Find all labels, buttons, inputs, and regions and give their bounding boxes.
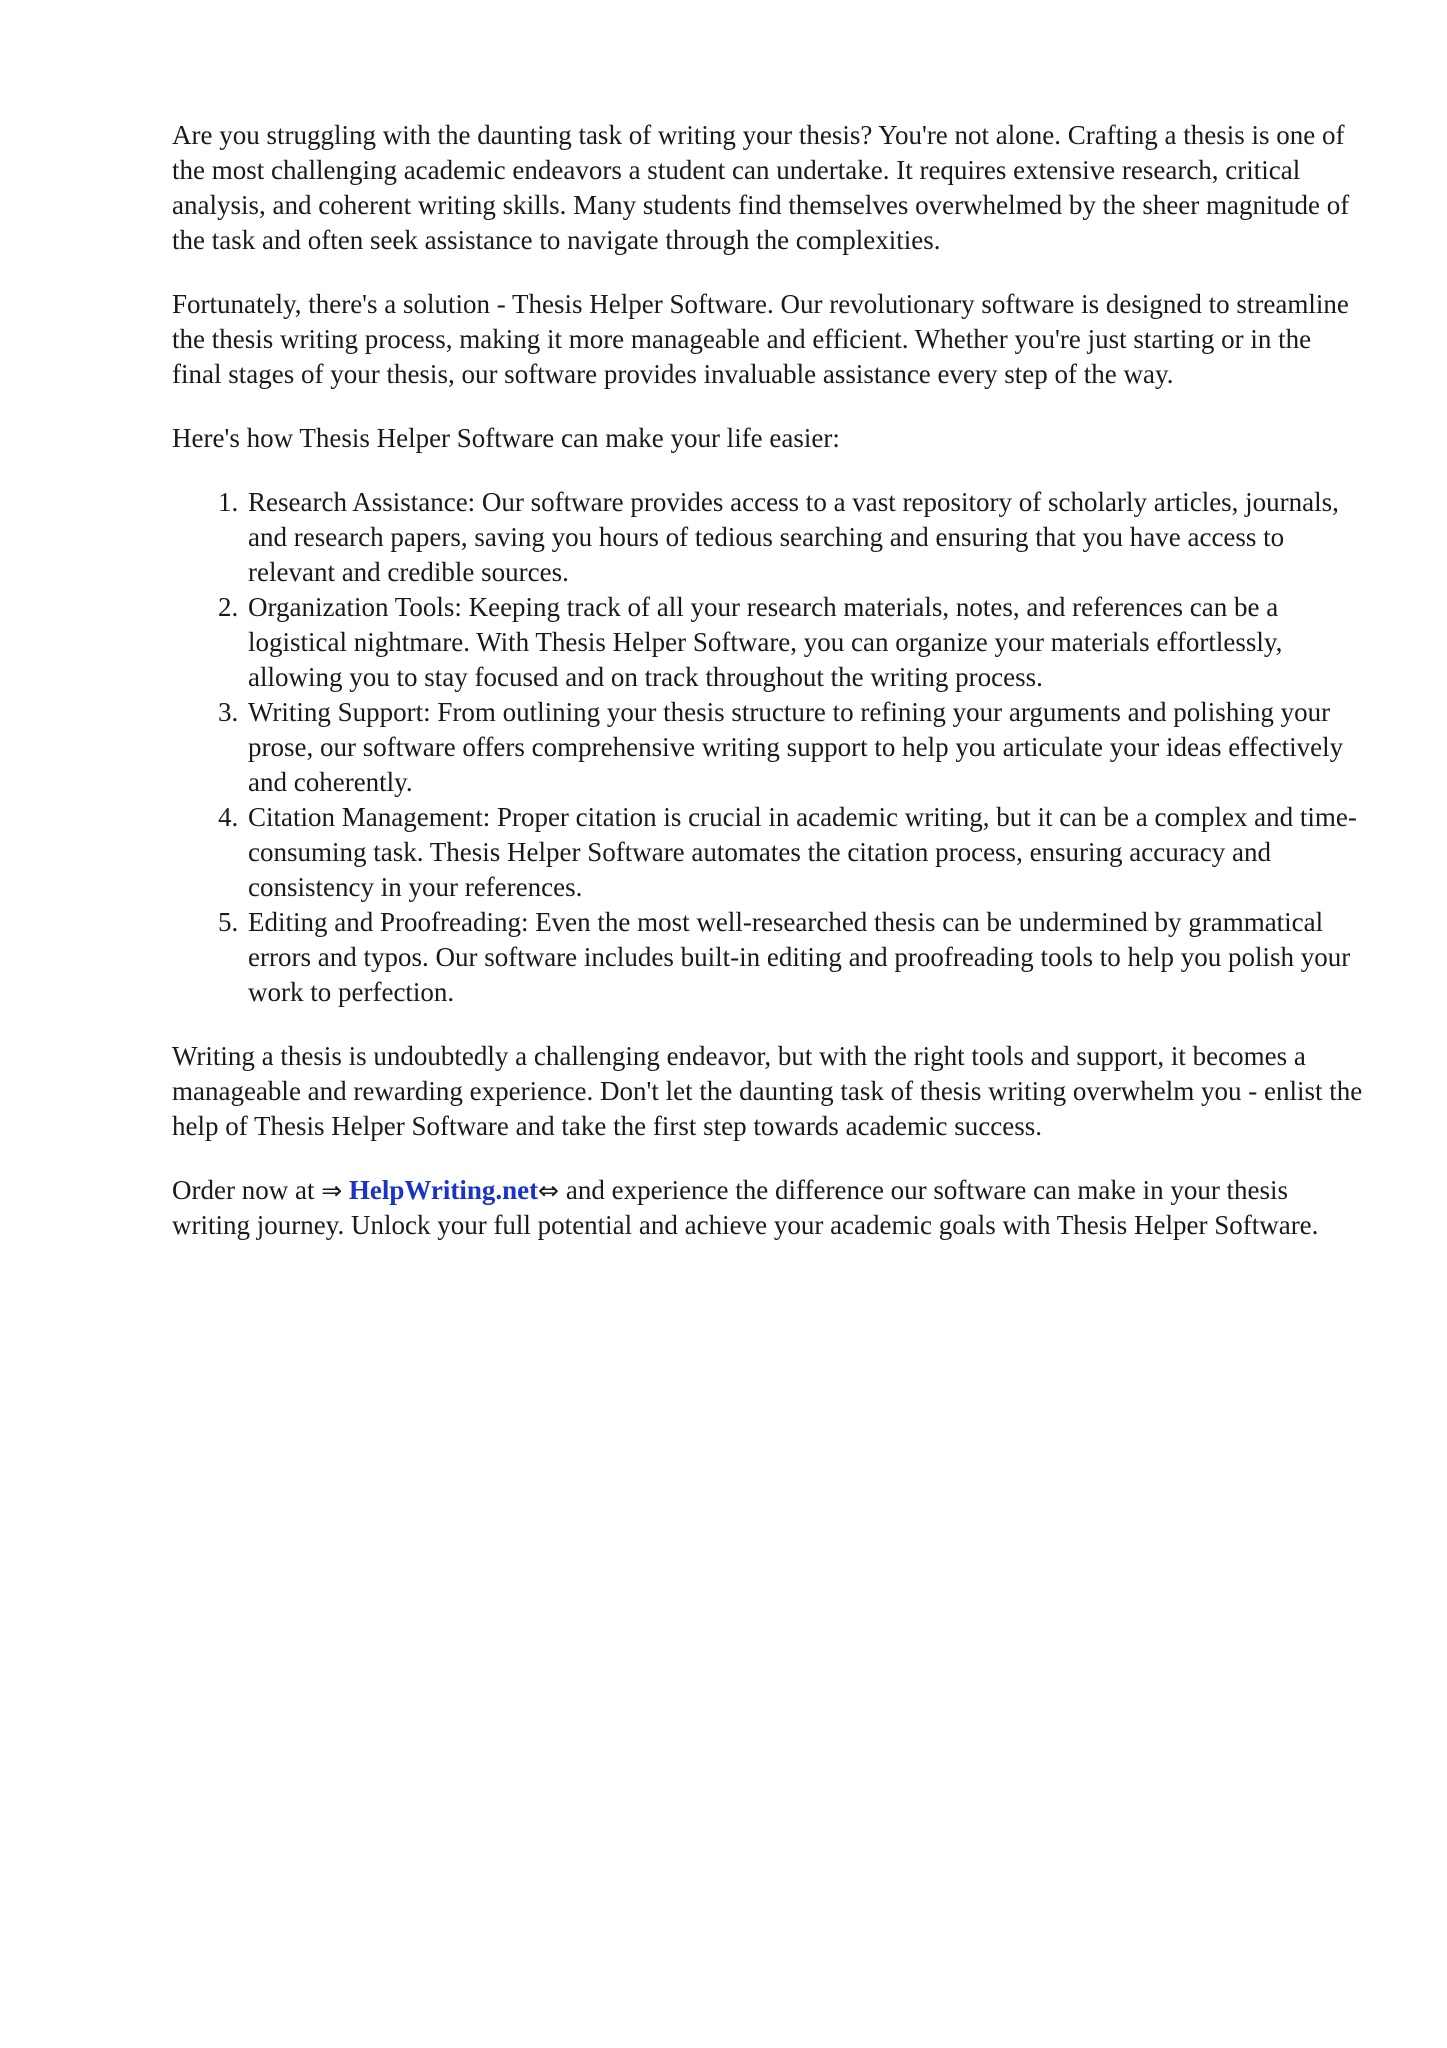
helpwriting-link[interactable]: HelpWriting.net: [348, 1175, 539, 1205]
document-page: [172, 118, 1367, 1272]
list-item-citation: 4. Citation Management: Proper citation is crucial in academic writing, but it can be a complex and time-consuming task. Thesis Helper Software automates the citation process, ensuring accuracy and consistency in your references.: [245, 800, 1367, 905]
arrow-both-icon: ⇔: [538, 1176, 560, 1205]
list-item-writing: 3. Writing Support: From outlining your thesis structure to refining your arguments and polishing your prose, our software offers comprehensive writing support to help you articulate your ideas effectively and coherently.: [245, 695, 1367, 800]
solution-paragraph: Fortunately, there's a solution - Thesis Helper Software. Our revolutionary software is designed to streamline the thesis writing process, making it more manageable and efficient. Whether you're just starting or in the final stages of your thesis, our software provides invaluable assistance every step of the way.: [172, 289, 1349, 389]
arrow-right-icon: ⇒: [321, 1176, 343, 1205]
order-suffix: and experience the difference our software can make in your thesis writing journey. Unlock your full potential and achieve your academic goals with Thesis Helper Software.: [172, 1175, 1319, 1240]
conclusion-paragraph: Writing a thesis is undoubtedly a challenging endeavor, but with the right tools and support, it becomes a manageable and rewarding experience. Don't let the daunting task of thesis writing overwhelm you - enlist the help of Thesis Helper Software and take the first step towards academic success.: [172, 1041, 1363, 1141]
list-item-research: 1. Research Assistance: Our software provides access to a vast repository of scholarly articles, journals, and research papers, saving you hours of tedious searching and ensuring that you have access to relevant and credible sources.: [245, 485, 1367, 590]
order-paragraph: [172, 1173, 1367, 1243]
list-item-editing: 5. Editing and Proofreading: Even the most well-researched thesis can be undermined by grammatical errors and typos. Our software includes built-in editing and proofreading tools to help you polish your work to perfection.: [245, 905, 1367, 1010]
list-intro-paragraph: Here's how Thesis Helper Software can make your life easier:: [172, 423, 840, 453]
features-list: [172, 485, 1367, 1010]
list-item-organization: 2. Organization Tools: Keeping track of all your research materials, notes, and references can be a logistical nightmare. With Thesis Helper Software, you can organize your materials effortlessly, allowing you to stay focused and on track throughout the writing process.: [245, 590, 1367, 695]
intro-paragraph: Are you struggling with the daunting task of writing your thesis? You're not alone. Crafting a thesis is one of the most challenging academic endeavors a student can undertake. It requires extensive research, critical analysis, and coherent writing skills. Many students find themselves overwhelmed by the sheer magnitude of the task and often seek assistance to navigate through the complexities.: [172, 120, 1350, 255]
order-prefix: Order now at: [172, 1175, 322, 1205]
